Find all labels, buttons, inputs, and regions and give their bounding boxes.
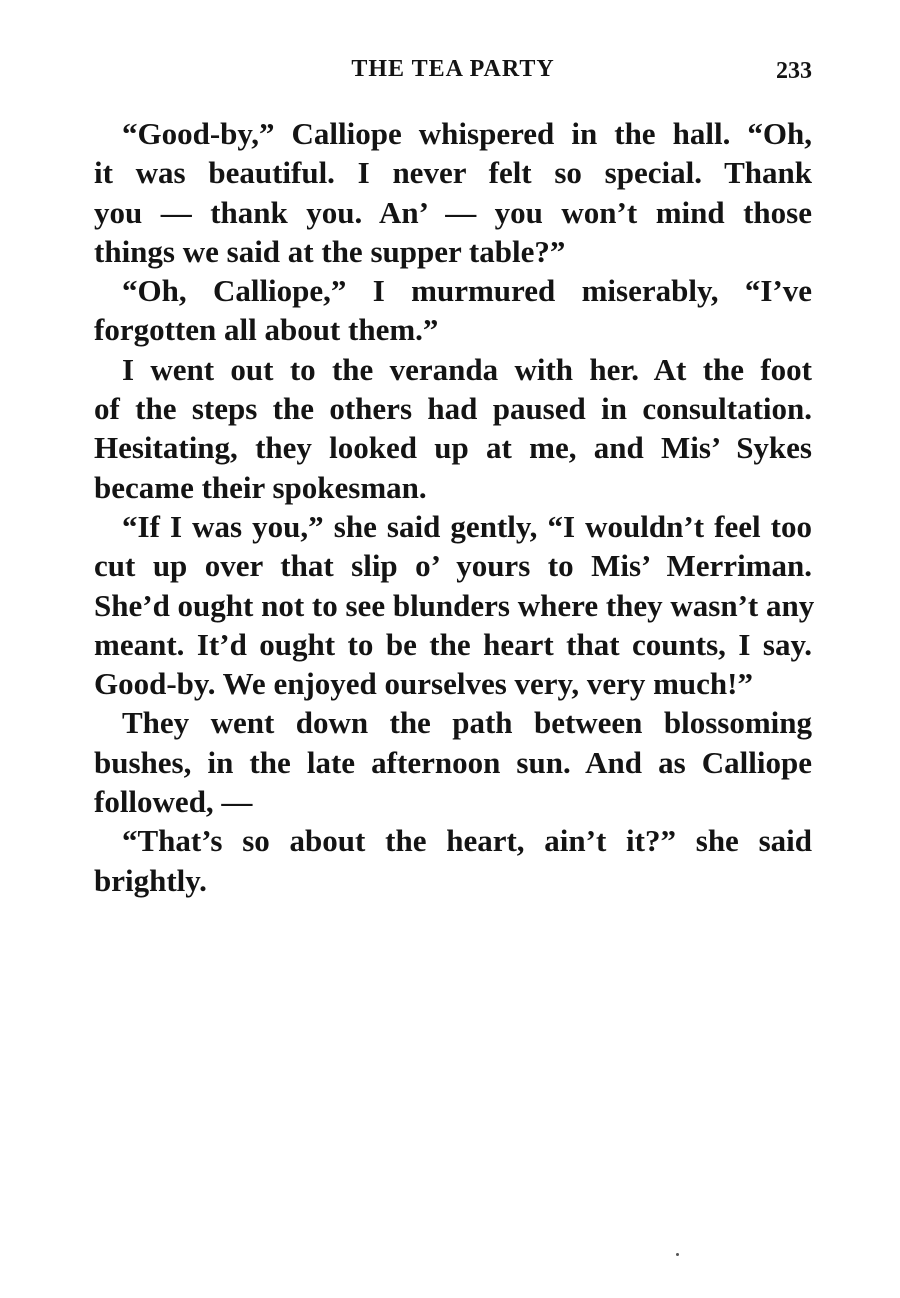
paragraph [94,507,815,703]
text-line: Good-by. We enjoyed ourselves very, very much!” [94,666,753,702]
text-line: meant. It’d ought to be the heart that counts, I say. [94,626,812,662]
text-line: “Good-by,” Calliope whispered in the hall. “Oh, [122,116,812,151]
text-line: of the steps the others had paused in consultation. [94,391,812,427]
text-line: things we said at the supper table?” [94,233,566,269]
ink-speck [676,1253,679,1256]
text-line: “If I was you,” she said gently, “I wouldn’t feel too [122,508,812,544]
text-line: it was beautiful. I never felt so special. Thank [94,155,812,191]
text-line: “That’s so about the heart, ain’t it?” she said [122,823,812,859]
text-line: She’d ought not to see blunders where they wasn’t any [94,587,815,623]
text-line: brightly. [94,862,207,898]
running-title: THE TEA PARTY [351,56,555,82]
text-line: forgotten all about them.” [94,312,439,348]
paragraph [94,821,812,900]
paragraph [94,114,812,271]
text-line: followed, — [94,784,253,820]
text-line: became their spokesman. [94,469,427,505]
paragraph [94,271,812,350]
text-line: They went down the path between blossoming [122,705,812,741]
text-line: I went out to the veranda with her. At the foot [122,351,812,387]
text-line: “Oh, Calliope,” I murmured miserably, “I’ve [122,273,812,309]
paragraph [94,350,812,507]
running-head [94,56,812,90]
body-text [94,114,815,900]
text-line: you — thank you. An’ — you won’t mind those [94,194,812,230]
text-line: Hesitating, they looked up at me, and Mis’ Sykes [94,430,812,466]
text-line: bushes, in the late afternoon sun. And as Calliope [94,744,812,780]
paragraph [94,703,812,821]
page-number: 233 [776,58,812,84]
text-line: cut up over that slip o’ yours to Mis’ Merriman. [94,548,812,584]
